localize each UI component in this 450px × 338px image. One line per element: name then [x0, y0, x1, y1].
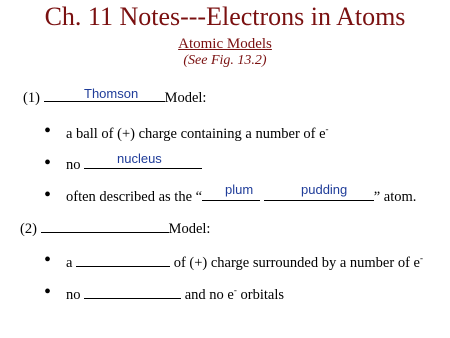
bullet-icon: • — [44, 152, 52, 174]
model-2-line — [20, 220, 210, 238]
bullet-1-1 — [66, 124, 329, 143]
page-title: Ch. 11 Notes---Electrons in Atoms — [44, 2, 406, 31]
bullet-2-2-blank — [84, 286, 181, 299]
bullet-1-3-answer-1: plum — [225, 182, 254, 197]
bullet-icon: • — [44, 249, 52, 271]
bullet-icon: • — [44, 281, 52, 303]
electron-charge: - — [325, 124, 329, 134]
bullet-2-2-middle: and no e — [184, 286, 234, 303]
electron-charge: - — [233, 285, 237, 295]
bullet-2-2-text: no — [66, 286, 81, 303]
electron-charge: - — [419, 253, 423, 263]
model-2-number: (2) — [20, 221, 37, 237]
bullet-icon: • — [44, 120, 52, 142]
bullet-1-3-text: often described as the “ — [66, 189, 203, 205]
bullet-1-1-text: a ball of (+) charge containing a number of e — [66, 125, 326, 142]
bullet-2-1-middle: of (+) charge surrounded by a number of e — [173, 254, 420, 271]
bullet-2-1 — [66, 253, 423, 272]
model-1-label: Model: — [164, 90, 207, 106]
bullet-1-2-answer: nucleus — [117, 151, 162, 166]
model-2-blank — [41, 220, 169, 233]
figure-reference: (See Fig. 13.2) — [183, 53, 267, 68]
bullet-1-2-text: no — [66, 157, 81, 173]
bullet-2-1-text: a — [66, 254, 73, 271]
model-1-answer: Thomson — [84, 86, 139, 101]
bullet-2-1-blank — [76, 254, 170, 267]
model-1-number: (1) — [23, 90, 40, 106]
bullet-2-2-suffix: orbitals — [240, 286, 284, 303]
bullet-1-3-answer-2: pudding — [301, 182, 348, 197]
bullet-1-3-suffix: ” atom. — [373, 189, 417, 205]
section-heading: Atomic Models — [178, 36, 272, 52]
model-2-label: Model: — [168, 221, 211, 237]
bullet-2-2 — [66, 285, 284, 304]
bullet-icon: • — [44, 184, 52, 206]
